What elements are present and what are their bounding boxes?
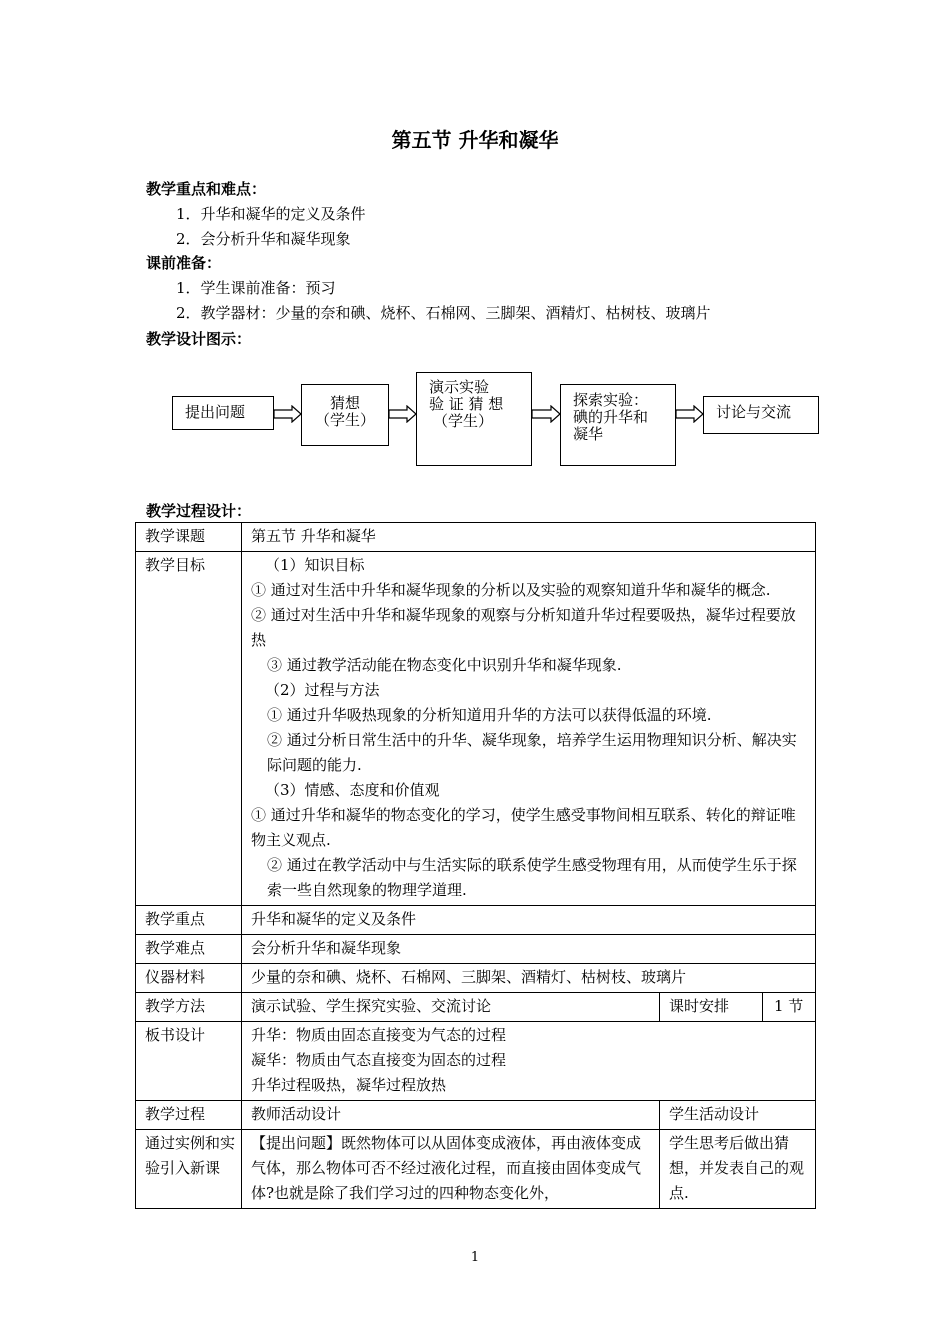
table-row [136, 993, 816, 1022]
table-row [136, 935, 816, 964]
flow-box-text: 演示实验 [429, 378, 490, 396]
page-title: 第五节 升华和凝华 [391, 128, 559, 152]
prep-item: 2．教学器材：少量的奈和碘、烧杯、石棉网、三脚架、酒精灯、枯树枝、玻璃片 [176, 304, 711, 322]
row-label: 教学目标 [136, 552, 242, 906]
table-row [136, 906, 816, 935]
flow-box-text: 验 证 猜 想 [429, 395, 504, 413]
flow-box-text: 讨论与交流 [716, 403, 792, 421]
flow-box-text: 探索实验： [573, 391, 649, 409]
flow-box-demo [416, 372, 532, 466]
flow-box-explore [560, 384, 676, 466]
flow-box-text: 凝华 [573, 425, 604, 443]
goal-line: ② 通过在教学活动中与生活实际的联系使学生感受物理有用，从而使学生乐于探索一些自然现象的物理学道理. [267, 856, 797, 899]
flow-box-text: 碘的升华和 [573, 408, 649, 426]
board-line: 升华过程吸热，凝华过程放热 [251, 1076, 447, 1094]
teacher-header: 教师活动设计 [242, 1101, 660, 1130]
heading-process-design: 教学过程设计： [146, 502, 252, 520]
arrow-right-icon [274, 405, 302, 423]
table-row [136, 964, 816, 993]
row-label: 教学重点 [136, 906, 242, 935]
student-header: 学生活动设计 [660, 1101, 816, 1130]
row-label: 教学难点 [136, 935, 242, 964]
arrow-right-icon [389, 405, 417, 423]
arrow-right-icon [532, 405, 561, 423]
flow-box-question [172, 396, 274, 430]
method-value: 演示试验、学生探究实验、交流讨论 [242, 993, 660, 1022]
key-point-item: 2．会分析升华和凝华现象 [176, 230, 351, 248]
page-number: 1 [470, 1250, 480, 1265]
flow-box-guess [301, 384, 389, 446]
goal-line: ① 通过升华吸热现象的分析知道用升华的方法可以获得低温的环境. [267, 706, 712, 724]
goal-line: ① 通过升华和凝华的物态变化的学习，使学生感受事物间相互联系、转化的辩证唯物主义观点. [251, 806, 796, 849]
topic-value: 第五节 升华和凝华 [242, 523, 816, 552]
key-value: 升华和凝华的定义及条件 [242, 906, 816, 935]
key-point-item: 1．升华和凝华的定义及条件 [176, 205, 366, 223]
table-row [136, 1022, 816, 1101]
table-row [136, 552, 816, 906]
prep-item: 1．学生课前准备：预习 [176, 279, 336, 297]
materials-value: 少量的奈和碘、烧杯、石棉网、三脚架、酒精灯、枯树枝、玻璃片 [242, 964, 816, 993]
flow-box-text: （学生） [433, 412, 494, 430]
difficulty-value: 会分析升华和凝华现象 [242, 935, 816, 964]
row-label: 板书设计 [136, 1022, 242, 1101]
teacher-activity: 【提出问题】既然物体可以从固体变成液体，再由液体变成气体，那么物体可否不经过液化过程，而直接由固体变成气体?也就是除了我们学习过的四种物态变化外， [242, 1130, 660, 1209]
heading-key-points: 教学重点和难点： [146, 180, 267, 198]
hours-value: 1 节 [774, 997, 804, 1015]
student-activity: 学生思考后做出猜想，并发表自己的观点. [660, 1130, 816, 1209]
goal-line: （1）知识目标 [265, 556, 365, 574]
heading-preparation: 课前准备： [146, 254, 222, 272]
row-label: 教学方法 [136, 993, 242, 1022]
row-label: 通过实例和实验引入新课 [136, 1130, 242, 1209]
flow-box-text: 提出问题 [185, 403, 246, 421]
goal-line: ① 通过对生活中升华和凝华现象的分析以及实验的观察知道升华和凝华的概念. [251, 581, 771, 599]
lesson-plan-table [135, 522, 816, 1209]
row-label: 仪器材料 [136, 964, 242, 993]
flow-box-text: 猜想 [329, 394, 360, 412]
heading-design-diagram: 教学设计图示： [146, 330, 252, 348]
goal-line: （2）过程与方法 [265, 681, 380, 699]
table-row [136, 1101, 816, 1130]
goal-line: （3）情感、态度和价值观 [265, 781, 440, 799]
flow-box-text: （学生） [314, 411, 375, 429]
table-row [136, 1130, 816, 1209]
row-label: 教学课题 [136, 523, 242, 552]
row-label: 教学过程 [136, 1101, 242, 1130]
goal-line: ③ 通过教学活动能在物态变化中识别升华和凝华现象. [267, 656, 622, 674]
board-cell [242, 1022, 816, 1101]
table-row [136, 523, 816, 552]
goals-cell [242, 552, 816, 906]
board-line: 升华：物质由固态直接变为气态的过程 [251, 1026, 507, 1044]
goal-line: ② 通过分析日常生活中的升华、凝华现象，培养学生运用物理知识分析、解决实际问题的能力. [267, 731, 797, 774]
board-line: 凝华：物质由气态直接变为固态的过程 [251, 1051, 507, 1069]
goal-line: ② 通过对生活中升华和凝华现象的观察与分析知道升华过程要吸热，凝华过程要放热 [251, 606, 796, 649]
hours-label: 课时安排 [660, 993, 763, 1021]
arrow-right-icon [676, 405, 704, 423]
flow-box-discuss [703, 396, 819, 434]
hours-cell [660, 993, 816, 1022]
